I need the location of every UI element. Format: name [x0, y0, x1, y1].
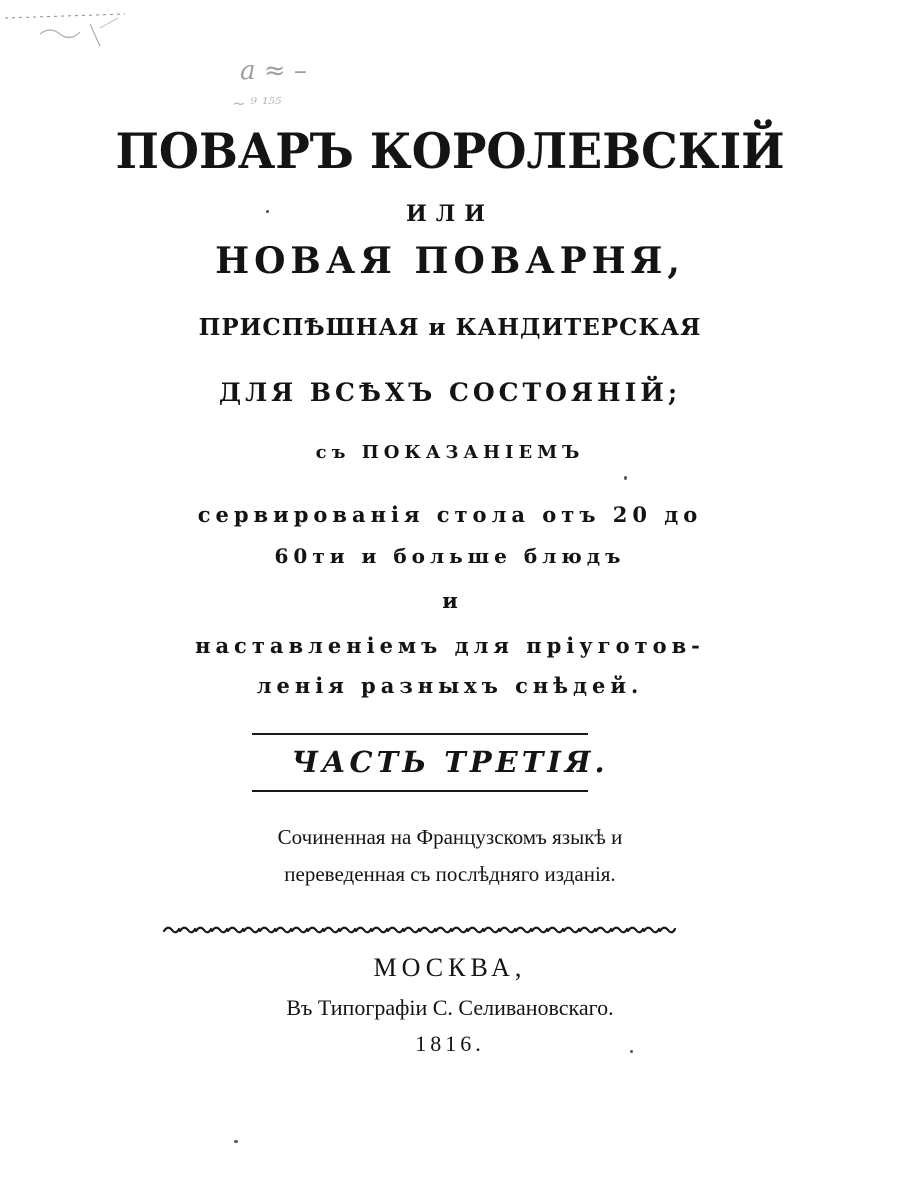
ornament-swash	[420, 928, 435, 933]
paper-speck	[234, 1140, 238, 1143]
ornament-swash	[596, 928, 611, 933]
ornament-swash	[500, 928, 515, 933]
ornament-swash	[548, 928, 563, 933]
volume-part: ЧАСТЬ ТРЕТІЯ.	[291, 745, 609, 779]
ornament-swash	[324, 928, 339, 933]
paper-speck	[630, 1050, 633, 1053]
divider-rule-top	[252, 733, 588, 735]
authorship-note-line-1: Сочиненная на Французскомъ языкѣ и	[277, 825, 623, 849]
ornament-swash	[564, 928, 579, 933]
paper-speck	[266, 210, 269, 213]
subtitle-line-8: ленія разныхъ снѣдей.	[256, 673, 644, 698]
title-connector: ИЛИ	[405, 201, 495, 227]
subtitle-line-5: 60ти и больше блюдъ	[274, 544, 626, 568]
ornament-swash	[356, 928, 371, 933]
ornament-swash	[660, 928, 675, 933]
subtitle-line-2: ДЛЯ ВСѢХЪ СОСТОЯНІЙ;	[218, 378, 682, 407]
imprint-printer: Въ Типографіи С. Селивановскаго.	[286, 995, 614, 1020]
ornament-swash	[388, 928, 403, 933]
ornament-swash	[228, 928, 243, 933]
paper-speck	[624, 476, 627, 480]
library-stamp-mark: 𝑎 ≈ –	[240, 56, 307, 86]
ornament-swash	[436, 928, 451, 933]
subtitle-line-4: сервированія стола отъ 20 до	[197, 502, 703, 527]
ornament-swash	[580, 928, 595, 933]
ornament-swash	[244, 928, 259, 933]
library-stamp-scribble	[0, 0, 130, 50]
subtitle-line-3: съ ПОКАЗАНІЕМЪ	[315, 442, 585, 463]
book-title: ПОВАРЪ КОРОЛЕВСКІЙ	[115, 122, 785, 180]
ornament-swash	[308, 928, 323, 933]
ornament-swash	[612, 928, 627, 933]
authorship-note-line-2: переведенная съ послѣдняго изданія.	[284, 862, 616, 886]
ornament-swash	[644, 928, 659, 933]
divider-rule-bottom	[252, 790, 588, 792]
ornament-swash	[372, 928, 387, 933]
ornament-swash	[340, 928, 355, 933]
ornament-swash	[452, 928, 467, 933]
ornament-swash	[484, 928, 499, 933]
ornament-swash	[532, 928, 547, 933]
ornament-swash	[180, 928, 195, 933]
ornament-swash	[404, 928, 419, 933]
ornament-swash	[292, 928, 307, 933]
ornament-swash	[516, 928, 531, 933]
ornamental-rule	[162, 922, 676, 938]
subtitle-line-1: ПРИСПѢШНАЯ и КАНДИТЕРСКАЯ	[198, 314, 702, 341]
ornament-swash	[628, 928, 643, 933]
ornament-swash	[212, 928, 227, 933]
imprint-place: МОСКВА,	[373, 953, 527, 982]
imprint-year: 1816.	[415, 1031, 485, 1056]
ornament-swash	[468, 928, 483, 933]
subtitle-line-6: и	[442, 588, 458, 613]
alternate-title: НОВАЯ ПОВАРНЯ,	[215, 240, 685, 282]
ornament-swash	[164, 928, 179, 933]
ornament-swash	[260, 928, 275, 933]
ornament-swash	[196, 928, 211, 933]
subtitle-line-7: наставленіемъ для пріуготов-	[195, 633, 705, 658]
library-stamp-number: ~ ⁹ ¹⁵⁵	[232, 94, 282, 113]
ornament-swash	[276, 928, 291, 933]
